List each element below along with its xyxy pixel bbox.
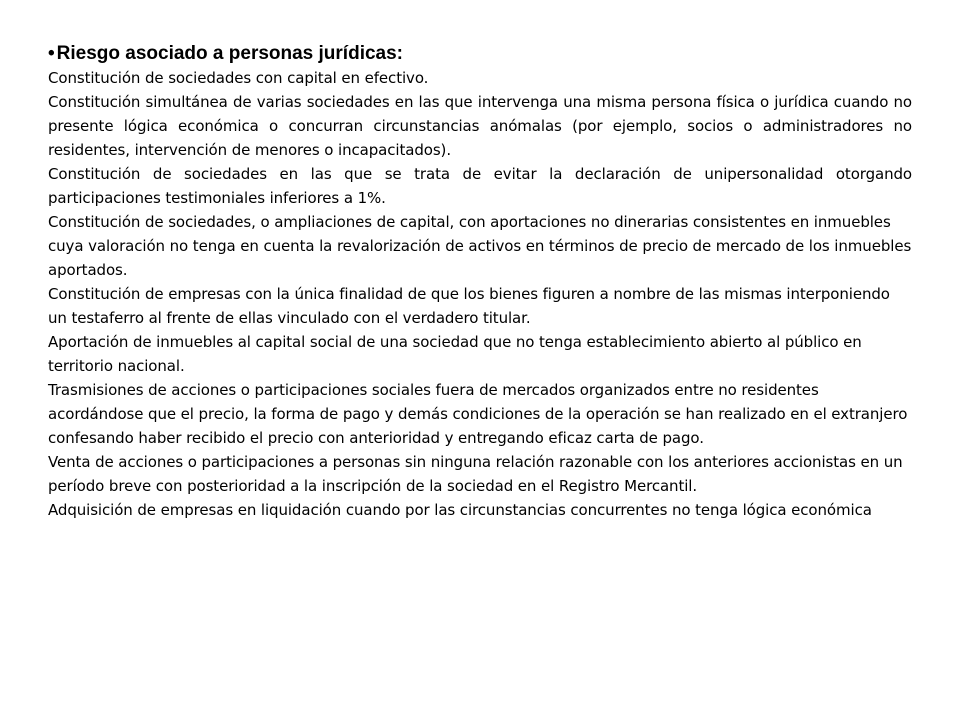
- paragraph-property-contribution: Aportación de inmuebles al capital social de una sociedad que no tenga establecimiento abierto al público en territorio nacional.: [48, 333, 862, 375]
- paragraph-non-monetary-contributions: Constitución de sociedades, o ampliaciones de capital, con aportaciones no dinerarias consistentes en inmuebles cuya valoración no tenga en cuenta la revalorización de activos en términos de precio de mercado de los inmuebles aportados.: [48, 213, 912, 279]
- paragraph-unipersonality: Constitución de sociedades en las que se trata de evitar la declaración de unipersonalidad otorgando participaciones testimoniales inferiores a 1%.: [48, 165, 912, 207]
- bullet-icon: •: [48, 43, 55, 64]
- section-heading: [48, 42, 912, 66]
- paragraph-cash-capital: Constitución de sociedades con capital en efectivo.: [48, 69, 429, 87]
- paragraph-share-sales: Venta de acciones o participaciones a personas sin ninguna relación razonable con los anteriores accionistas en un período breve con posterioridad a la inscripción de la sociedad en el Registro Mercantil.: [48, 453, 903, 495]
- paragraph-simultaneous-companies: Constitución simultánea de varias sociedades en las que intervenga una misma persona física o jurídica cuando no presente lógica económica o concurran circunstancias anómalas (por ejemplo, socios o administradores no residentes, intervención de menores o incapacitados).: [48, 93, 912, 159]
- section-heading-text: Riesgo asociado a personas jurídicas:: [56, 43, 403, 64]
- paragraph-share-transfers: Trasmisiones de acciones o participaciones sociales fuera de mercados organizados entre no residentes acordándose que el precio, la forma de pago y demás condiciones de la operación se han realizado en el extranjero confesando haber recibido el precio con anterioridad y entregando eficaz carta de pago.: [48, 381, 908, 447]
- slide-content: [48, 42, 912, 522]
- paragraph-front-man: Constitución de empresas con la única finalidad de que los bienes figuren a nombre de las mismas interponiendo un testaferro al frente de ellas vinculado con el verdadero titular.: [48, 285, 890, 327]
- paragraph-liquidation-acquisition: Adquisición de empresas en liquidación cuando por las circunstancias concurrentes no tenga lógica económica: [48, 501, 872, 519]
